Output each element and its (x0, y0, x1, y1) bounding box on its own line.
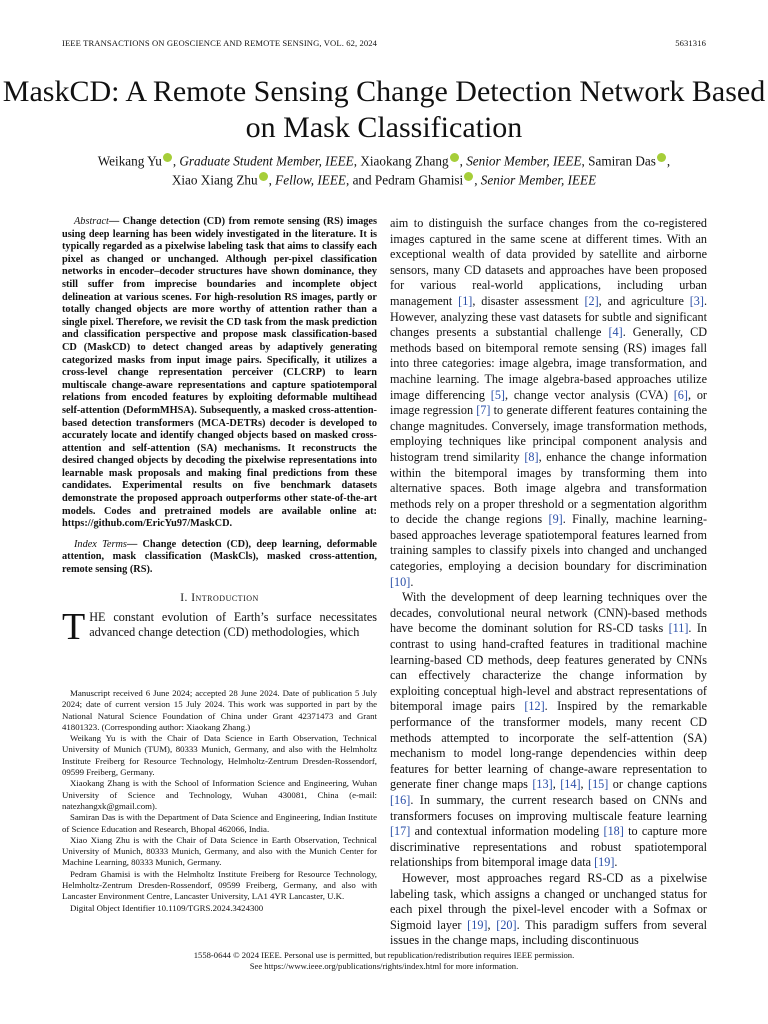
section-heading (62, 592, 377, 604)
citation-link[interactable]: [5] (490, 387, 505, 402)
drop-cap: T (62, 605, 86, 648)
body-paragraph: With the development of deep learning techniques over the decades, convolutional neural network (CNN)-based methods have become the dominant solution for RS-CD tasks [11]. In contrast to using hand-crafted features in traditional machine learning-based CD methods, deep features generated by CNNs can effectively characterize the change information by exploiting conceptual high-level and abstract representations of bitemporal image pairs [12]. Inspired by the remarkable performance of the transformer models, many recent CD methods attempted to incorporate the self-attention (SA) mechanism to model long-range dependencies within deep features for better learning of change-aware representation to generate finer change maps [13], [14], [15] or change captions [16]. In summary, the current research based on CNNs and transformers focuses on improving multiscale feature learning [17] and contextual information modeling [18] to capture more discriminative representations and robust spatiotemporal relationships from bitemporal image data [19]. (390, 590, 708, 870)
body-paragraph: However, most approaches regard RS-CD as a pixelwise labeling task, which assigns a changed or unchanged status for each pixel through the pixel-level encoder with a Sofmax or Sigmoid layer [19], [20]. This paradigm suffers from several issues in the change maps, including discontinuous (390, 870, 707, 948)
author-sep: , (459, 153, 467, 169)
author-sep: , (666, 153, 671, 169)
citation-link[interactable]: [20] (496, 917, 517, 932)
citation-link[interactable]: [3] (689, 293, 704, 308)
citation-link[interactable]: [2] (584, 293, 599, 308)
intro-paragraph (62, 605, 377, 648)
copyright-line: 1558-0644 © 2024 IEEE. Personal use is permitted, but republication/redistribution requires IEEE permission. (193, 950, 575, 960)
author-role: Graduate Student Member, IEEE (179, 153, 354, 169)
running-header-page-number: 5631316 (675, 38, 706, 48)
author-role: Fellow, IEEE (275, 172, 346, 188)
author-sep: , and (345, 172, 375, 188)
index-terms: Index Terms— Change detection (CD), deep learning, deformable attention, mask classification (MaskCls), masked cross-attention, remote sensing (RS). (62, 538, 377, 576)
citation-link[interactable]: [14] (560, 777, 581, 792)
intro-text: HE constant evolution of Earth’s surface necessitates advanced change detection (CD) methodologies, which (89, 609, 377, 640)
footnote-affiliation: Xiao Xiang Zhu is with the Chair of Data Science in Earth Observation, Technical University of Munich, 80333 Munich, Germany, and also with the Munich Center for Machine Learning, 80333 Munich, Germany. (62, 834, 377, 868)
footnote-affiliation: Pedram Ghamisi is with the Helmholtz Institute Freiberg for Resource Technology, Helmholtz-Zentrum Dresden-Rossendorf, 09599 Freiberg, Germany, and also with Lancaster Environment Centre, Lancaster University, LA1 4YR Lancaster, U.K. (62, 868, 377, 902)
rights-line: See https://www.ieee.org/publications/rights/index.html for more information. (249, 961, 519, 971)
abstract: Abstract— Change detection (CD) from remote sensing (RS) images using deep learning has been widely investigated in the literature. It is typically regarded as a pixelwise labeling task that aims to classify each pixel as changed or unchanged. Although per-pixel classification networks in encoder–decoder structures have shown dominance, they still suffer from imprecise boundaries and incomplete object delineation at various scenes. For high-resolution RS images, partly or totally changed objects are more worthy of attention rather than a single pixel. Therefore, we revisit the CD task from the mask prediction and classification perspective and propose mask classification-based CD (MaskCD) to detect changed areas by adaptively generating categorized masks from input image pairs. Specifically, it utilizes a cross-level change representation perceiver (CLCRP) to learn multiscale change-aware representations and capture spatiotemporal relations from encoded features by exploiting deformable multihead self-attention (DeformMHSA). Subsequently, a masked cross-attention-based detection transformers (MCA-DETRs) decoder is developed to accurately locate and identify changed objects based on masked cross-attention and self-attention (SA) mechanisms. It reconstructs the desired changed objects by decoding the pixelwise representations into learnable mask proposals and making final predictions from these candidates. Experimental results on five benchmark datasets demonstrate the proposed approach outperforms other state-of-the-art models. Codes and pretrained models are available online at: https://github.com/EricYu97/MaskCD. (62, 216, 378, 530)
footnote-doi: Digital Object Identifier 10.1109/TGRS.2024.3424300 (70, 902, 264, 913)
author-name: Xiaokang Zhang (360, 153, 449, 169)
citation-link[interactable]: [9] (548, 512, 563, 527)
author-role: Senior Member, IEEE (480, 172, 597, 188)
author-name: Weikang Yu (97, 153, 162, 169)
citation-link[interactable]: [1] (458, 293, 473, 308)
orcid-icon[interactable] (259, 172, 268, 181)
citation-link[interactable]: [11] (668, 621, 689, 636)
paper-title: MaskCD: A Remote Sensing Change Detection Network Based on Mask Classification (2, 75, 766, 144)
section-title: Introduction (191, 591, 259, 604)
citation-link[interactable]: [12] (524, 699, 545, 714)
citation-link[interactable]: [6] (673, 387, 688, 402)
citation-link[interactable]: [19] (467, 917, 488, 932)
left-column (62, 216, 378, 648)
footnote-affiliation: Samiran Das is with the Department of Data Science and Engineering, Indian Institute of Science Education and Research, Bhopal 462066, India. (62, 812, 377, 834)
orcid-icon[interactable] (464, 172, 473, 181)
citation-link[interactable]: [13] (532, 777, 553, 792)
orcid-icon[interactable] (450, 153, 459, 162)
author-name: Samiran Das (588, 153, 656, 169)
author-role: Senior Member, IEEE (466, 153, 582, 169)
abstract-label: Abstract (74, 216, 109, 227)
citation-link[interactable]: [8] (524, 449, 539, 464)
index-terms-label: Index Terms (74, 538, 127, 550)
author-name: Xiao Xiang Zhu (171, 172, 258, 188)
citation-link[interactable]: [17] (390, 824, 411, 839)
right-column (390, 216, 707, 949)
abstract-text: Change detection (CD) from remote sensing (RS) images using deep learning has been widely investigated in the literature. It is typically regarded as a pixelwise labeling task that aims to classify each pixel as changed or unchanged. Although per-pixel classification networks in encoder–decoder structures have shown dominance, they still suffer from imprecise boundaries and incomplete object delineation at various scenes. For high-resolution RS images, partly or totally changed objects are more worthy of attention rather than a single pixel. Therefore, we revisit the CD task from the mask prediction and classification perspective and propose mask classification-based CD (MaskCD) to detect changed areas by adaptively generating categorized masks from input image pairs. Specifically, it utilizes a cross-level change representation perceiver (CLCRP) to learn multiscale change-aware representations and capture spatiotemporal relations from encoded features by exploiting deformable multihead self-attention (DeformMHSA). Subsequently, a masked cross-attention-based detection transformers (MCA-DETRs) decoder is developed to accurately locate and identify changed objects based on masked cross-attention and self-attention (SA) mechanisms. It reconstructs the desired changed objects by decoding the pixelwise representations into learnable mask proposals and making final predictions from these candidates. Experimental results on five benchmark datasets demonstrate the proposed approach outperforms other state-of-the-art models. Codes and pretrained models are available online at: https://github.com/EricYu97/MaskCD. (62, 216, 378, 530)
body-paragraph: aim to distinguish the surface changes from the co-registered images captured in the same scene at different times. With an exceptional wealth of data provided by satellite and airborne sensors, many CD datasets and approaches have been proposed for various real-world applications, including urban management [1], disaster assessment [2], and agriculture [3]. However, analyzing these vast datasets for subtle and significant changes presents a substantial challenge [4]. Generally, CD methods based on bitemporal remote sensing (RS) images fall into three categories: image algebra, image transformation, and machine learning. The image algebra-based approaches utilize image differencing [5], change vector analysis (CVA) [6], or image regression [7] to generate different features containing the change magnitudes. Conversely, image transformation methods, employing techniques like principal component analysis and histogram trend similarity [8], enhance the change information within the bitemporal images by transforming them into alternative spaces. Both image algebra and transformation methods rely on a proper threshold or a segmentation algorithm to decide the change regions [9]. Finally, machine learning-based approaches leverage spatiotemporal features learned from training samples to classify pixels into changed and unchanged categories, employing a decision boundary for discrimination [10]. (390, 216, 708, 589)
copyright-footer (0, 950, 768, 972)
citation-link[interactable]: [4] (608, 325, 623, 340)
citation-link[interactable]: [19] (594, 855, 615, 870)
orcid-icon[interactable] (163, 153, 172, 162)
footnote-affiliation: Weikang Yu is with the Chair of Data Science in Earth Observation, Technical University of Munich (TUM), 80333 Munich, Germany, and also with the Helmholtz Institute Freiberg for Resource Technology, Helmholtz-Zentrum Dresden-Rossendorf, 09599 Freiberg, Germany. (62, 733, 377, 778)
author-sep: , (172, 153, 180, 169)
footnotes (62, 688, 377, 914)
orcid-icon[interactable] (657, 153, 666, 162)
citation-link[interactable]: [15] (588, 777, 609, 792)
citation-link[interactable]: [10] (390, 574, 411, 589)
section-number: I. (180, 591, 188, 604)
footnote-affiliation: Xiaokang Zhang is with the School of Information Science and Engineering, Wuhan University of Science and Technology, Wuhan 430081, China (e-mail: natezhangxk@gmail.com). (62, 778, 377, 811)
footnote-manuscript: Manuscript received 6 June 2024; accepted 28 June 2024. Date of publication 5 July 2024; date of current version 15 July 2024. This work was supported in part by the National Natural Science Foundation of China under Grant 42371473 and Grant 41801323. (Corresponding author: Xiaokang Zhang.) (62, 688, 377, 732)
citation-link[interactable]: [18] (603, 824, 624, 839)
citation-link[interactable]: [7] (476, 403, 491, 418)
index-terms-text: Change detection (CD), deep learning, deformable attention, mask classification (MaskCls), masked cross-attention, remote sensing (RS). (62, 538, 377, 576)
author-name: Pedram Ghamisi (374, 172, 464, 188)
author-list: Weikang Yu , Graduate Student Member, IEEE, Xiaokang Zhang , Senior Member, IEEE, Samiran Das , Xiao Xiang Zhu , Fellow, IEEE, and Pedram Ghamisi , Senior Member, IEEE (97, 153, 671, 188)
citation-link[interactable]: [16] (390, 792, 411, 807)
running-header-journal: IEEE TRANSACTIONS ON GEOSCIENCE AND REMOTE SENSING, VOL. 62, 2024 (62, 38, 378, 48)
